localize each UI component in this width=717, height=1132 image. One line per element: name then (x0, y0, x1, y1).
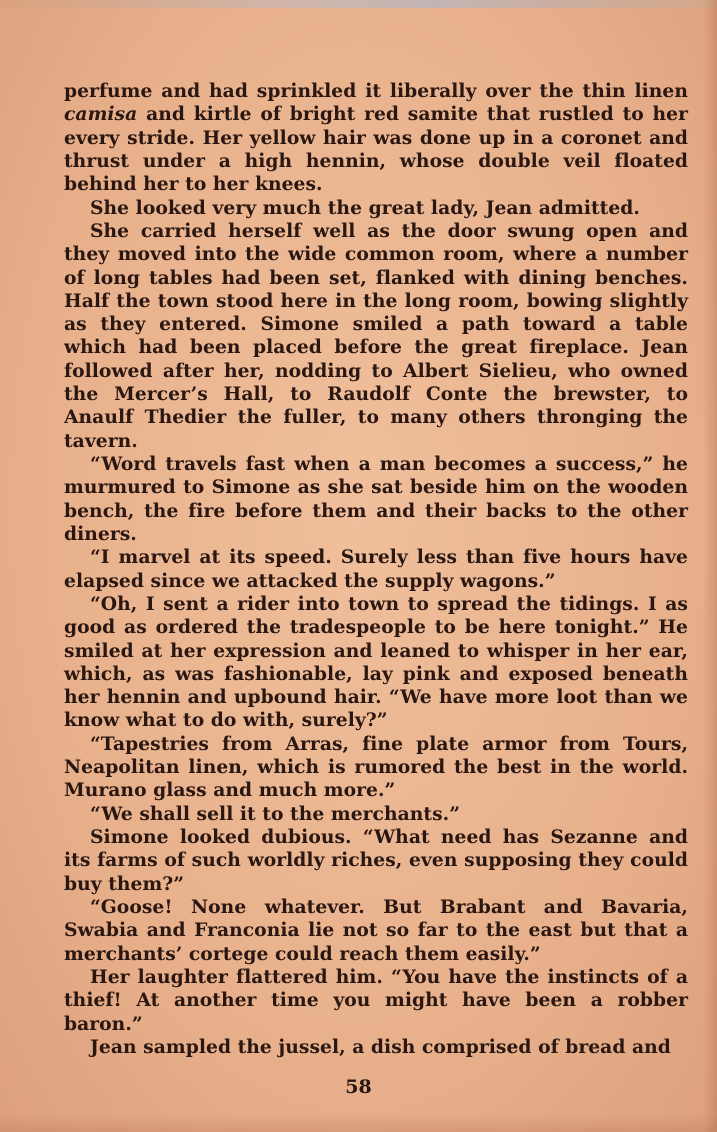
text-run: “We shall sell it to the merchants.” (90, 802, 460, 825)
paragraph (64, 826, 688, 896)
paragraph (64, 220, 688, 453)
text-run: “Tapestries from Arras, fine plate armor from Tours, Neapolitan linen, which is rumored the best in the world. Murano glass and much more.” (64, 732, 688, 802)
text-run: Jean sampled the jussel, a dish comprised of bread and (90, 1035, 671, 1058)
paragraph (64, 803, 688, 826)
text-run: Simone looked dubious. “What need has Sezanne and its farms of such worldly riches, even supposing they could buy them?” (64, 826, 688, 895)
page-number: 58 (345, 1076, 372, 1098)
paragraph (64, 1036, 688, 1059)
paragraph (64, 593, 688, 733)
paragraph (64, 546, 688, 593)
text-run: She carried herself well as the door swung open and they moved into the wide common room, where a number of long tables had been set, flanked with dining benches. Half the town stood here in the long room, bowing slightly as they entered. Simone smiled a path toward a table which had been placed before the great fireplace. Jean followed after her, nodding to Albert Sielieu, who owned the Mercer’s Hall, to Raudolf Conte the brewster, to Anaulf Thedier the fuller, to many others thronging the tavern. (64, 219, 688, 452)
paragraph (64, 453, 688, 546)
italic-word: camisa (64, 103, 138, 126)
page-top-edge (0, 0, 717, 8)
text-run: “Oh, I sent a rider into town to spread the tidings. I as good as ordered the tradespeople to be here tonight.” He smiled at her expression and leaned to whisper in her ear, which, as was fashionable, lay pink and exposed beneath her hennin and upbound hair. “We have more loot than we know what to do with, surely?” (64, 592, 688, 732)
paragraph (64, 197, 688, 220)
paragraph (64, 80, 688, 197)
text-run: “Goose! None whatever. But Brabant and Bavaria, Swabia and Franconia lie not so far to the east but that a merchants’ cortege could reach them easily.” (64, 895, 688, 965)
paragraph (64, 966, 688, 1036)
paragraph (64, 896, 688, 966)
text-run: perfume and had sprinkled it liberally over the thin linen (64, 80, 688, 102)
text-run: “Word travels fast when a man becomes a success,” he murmured to Simone as she sat beside him on the wooden bench, the fire before them and their backs to the other diners. (64, 453, 688, 545)
text-run: and kirtle of bright red samite that rustled to her every stride. Her yellow hair was done up in a coronet and thrust under a high hennin, whose double veil floated behind her to her knees. (64, 103, 688, 196)
page-bottom-edge-shadow (0, 1114, 717, 1132)
text-run: Her laughter flattered him. “You have the instincts of a thief! At another time you might have been a robber baron.” (64, 965, 688, 1035)
paragraph (64, 733, 688, 803)
body-text (64, 80, 688, 1059)
text-run: She looked very much the great lady, Jean admitted. (90, 196, 640, 219)
text-run: “I marvel at its speed. Surely less than five hours have elapsed since we attacked the supply wagons.” (64, 546, 688, 592)
page-right-edge-shadow (703, 0, 717, 1132)
